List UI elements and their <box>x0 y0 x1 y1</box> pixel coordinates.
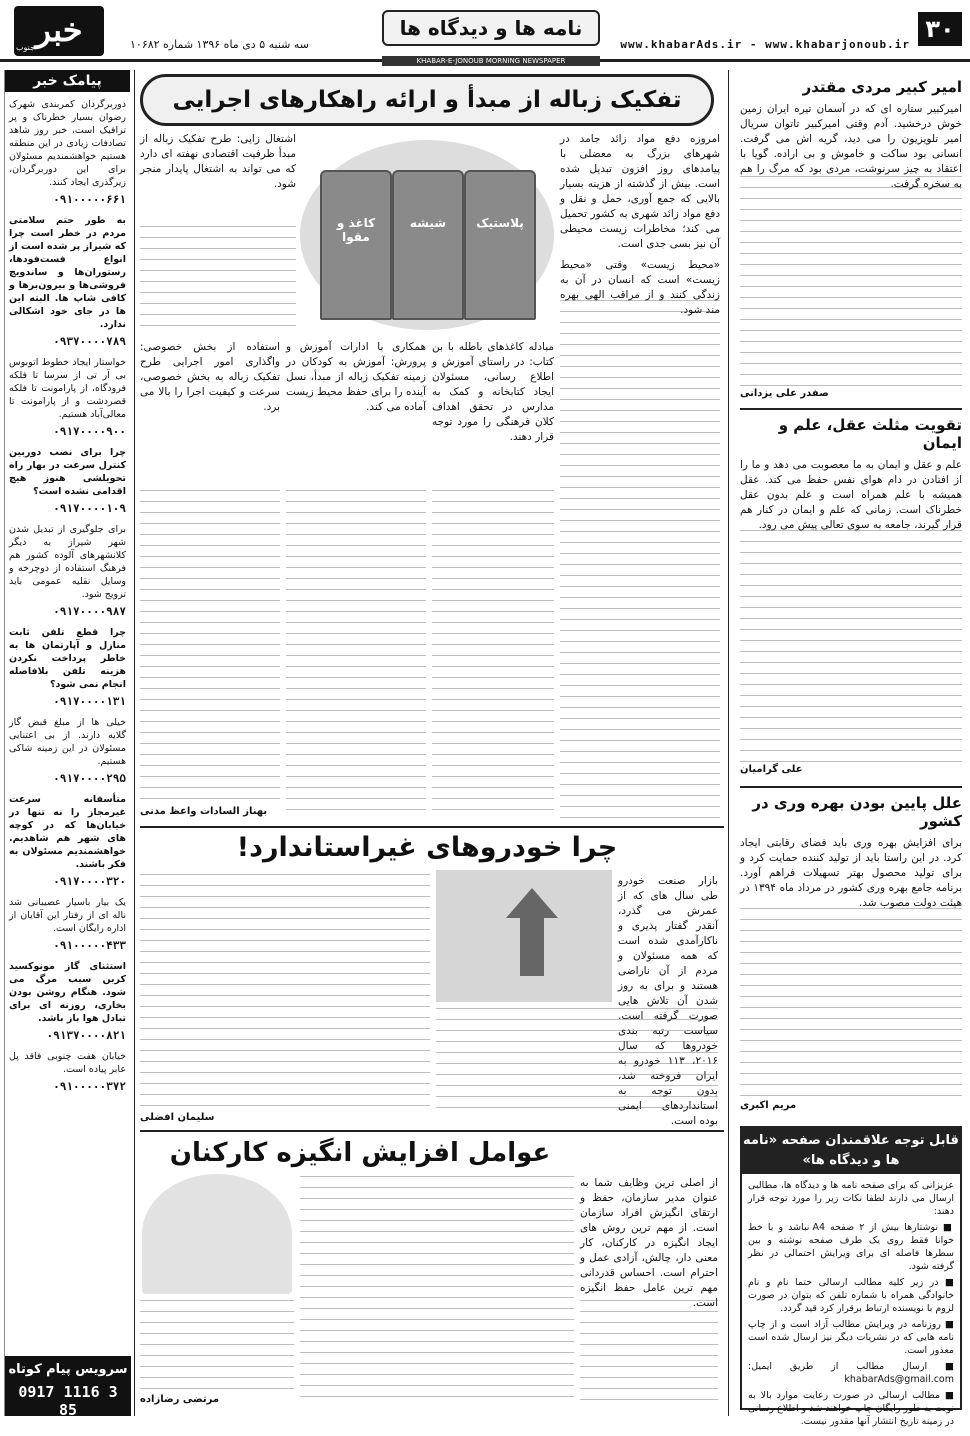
author-name: مریم اکبری <box>740 1100 797 1111</box>
sms-message: خیلی ها از مبلغ قبض گاز گلایه دارند. از بی اعتنایی مسئولان در این زمینه شاکی هستیم. <box>9 717 126 767</box>
bin-paper <box>320 170 392 320</box>
sms-phone-number: ۰۹۱۰۰۰۰۰۶۶۱ <box>53 193 126 206</box>
sms-phone-number: ۰۹۱۷۰۰۰۰۲۹۵ <box>53 772 126 785</box>
author-name: صفدر علی یزدانی <box>740 388 829 399</box>
article-productivity <box>740 794 962 914</box>
sms-column <box>4 70 130 1419</box>
sms-message: خیابان هفت چنوبی فاقد پل عابر پیاده است. <box>9 1051 126 1075</box>
masthead <box>0 0 970 62</box>
lead-paragraph: اشتغال زایی: طرح تفکیک زباله از مبدأ ظرفیت اقتصادی نهفته ای دارد که می تواند به اشتغال پایدار منجر شود. <box>140 133 296 190</box>
sms-message: چرا قطع تلفن ثابت منازل و آپارتمان ها به خاطر پرداخت نکردن هزینه تلفن بلافاصله انجام نمی شود؟ <box>9 627 126 690</box>
sms-service-number: 0917 1116 3 85 <box>18 1383 118 1419</box>
lead-column-4 <box>140 340 280 490</box>
bottom-body: از اصلی ترین وظایف شما به عنوان مدیر سازمان، حفظ و ارتقای انگیزش افراد سازمان است. از مهم ترین روش های ایجاد انگیزه در کارکنان، کار معنی دار، چالش، آزادی عمل و احترام است. احساس قدردانی مهم ترین عامل حفظ انگیزه است. <box>580 1177 718 1309</box>
bin-label: شیشه <box>409 216 447 230</box>
sms-message: یک بیار باسیار عصیبانی شد ناله ای از رفتار این آقایان از اداره رایگان است. <box>9 897 126 934</box>
text-block <box>300 1176 574 1406</box>
page-number: ۳۰ <box>918 12 962 46</box>
sms-phone-number: ۰۹۱۷۰۰۰۰۹۰۰ <box>53 425 126 438</box>
article-title: امیر کبیر مردی مقتدر <box>802 78 962 96</box>
divider <box>140 826 724 828</box>
arrow-up-icon <box>506 888 558 918</box>
lead-headline: تفکیک زباله از مبدأ و ارائه راهکارهای اجرایی <box>140 74 714 126</box>
text-block <box>140 226 296 330</box>
issue-info: سه شنبه ۵ دی ماه ۱۳۹۶ شماره ۱۰۶۸۲ <box>130 38 309 51</box>
bottom-author <box>140 1394 294 1408</box>
bin-plastic <box>464 170 536 320</box>
text-block <box>140 1300 294 1390</box>
sms-phone-number: ۰۹۱۰۰۰۰۰۴۳۳ <box>53 939 126 952</box>
sms-title: پیامک خبر <box>5 70 130 92</box>
lead-author <box>140 806 280 820</box>
text-block <box>140 874 430 1110</box>
site-urls[interactable]: www.khabarAds.ir - www.khabarjonoub.ir <box>620 38 910 51</box>
mid-headline: چرا خودروهای غیراستاندارد! <box>236 832 618 863</box>
notice-body <box>742 1174 960 1436</box>
article-body: علم و عقل و ایمان به ما معصوبت می دهد و ما را از افتادن در دام هوای نفس حفظ می کند. عقل همیشه با علم همراه است و علم بدون عقل خطرناک است. زمانی که علم و ایمان در کنار هم قرار گیرند، جامعه به سوی تعالی پیش می رود. <box>740 459 962 531</box>
text-block <box>286 490 426 820</box>
notice-item: ■ نوشتارها بیش از ۲ صفحه A4 نباشد و با خط خوانا فقط روی یک طرف صفحه نوشته و بین سطرها فاصله ای برای ویرایش احتمالی در نظر گرفته شود. <box>748 1222 955 1272</box>
bin-label: پلاستیک <box>476 216 524 230</box>
sms-message: چرا برای نصب دوربین کنترل سرعت در بهار راه تحویلشی هنوز هیچ اقدامی نشده است؟ <box>9 447 126 497</box>
cars-image <box>436 870 612 1002</box>
article-author <box>740 764 962 778</box>
notice-box <box>740 1126 962 1427</box>
divider <box>740 408 962 410</box>
notice-item: ■ مطالب ارسالی در صورت رعایت موارد بالا به نوبت به طور رایگان چاپ خواهند شد و اطلاع رسانی در زمینه تاریخ انتشار آنها مقدور نیست. <box>748 1390 954 1427</box>
mid-author <box>140 1112 300 1126</box>
sms-phone-number: ۰۹۳۷۰۰۰۰۷۸۹ <box>53 335 126 348</box>
article-body: برای افزایش بهره وری باید فضای رقابتی ایجاد کرد. در این راستا باید از تولید کننده حمایت کرد و برای تولید محصول بهتر تسهیلات فراهم آورد. برنامه جامع بهره وری کشور در مرداد ماه ۱۳۹۴ در هیئت دولت مصوب شد. <box>740 837 962 909</box>
notice-item: ■ در زیر کلیه مطالب ارسالی حتما نام و نام خانوادگی همراه با شماره تلفن که بتوان در صورت لزوم با نویسنده ارتباط برقرار کرد قید گردد. <box>748 1277 954 1314</box>
lead-paragraph: همکاری با ادارات آموزش و پرورش: آموزش به کودکان در زمینه تفکیک زباله از مبدأ، نسل آینده را برای حفظ محیط زیست آماده می کند. <box>286 341 426 413</box>
lead-paragraph: مبادله کاغذهای باطله با بن کتاب: در راستای آموزش و اطلاع رسانی، مسئولان ایجاد کتابخانه و کمک به مدارس در تحقق اهداف کلان فرهنگی را مورد توجه قرار دهند. <box>432 341 554 443</box>
sms-message: برای جلوگیری از تبدیل شدن شهر شیراز به دیگر کلانشهرهای آلوده کشور هم فرهنگ استفاده از دوچرخه و وسایل نقلیه عمومی باید ترویج شود. <box>9 524 126 600</box>
column-divider <box>134 70 135 1416</box>
bin-glass <box>392 170 464 320</box>
lead-column-3 <box>286 340 426 490</box>
text-block <box>740 908 962 1098</box>
sms-phone-number: ۰۹۱۷۰۰۰۰۱۰۹ <box>53 502 126 515</box>
text-block <box>140 490 280 800</box>
section-title: نامه ها و دیدگاه ها <box>382 10 600 46</box>
lead-paragraph: «محیط زیست» وقتی «محیط زیست» است که انسان در آن به زندگی کنند و از مراقب الهی بهره مند شود. <box>560 259 720 316</box>
notice-item: عزیزانی که برای صفحه نامه ها و دیدگاه ها، مطالبی ارسال می دارند لطفا نکات زیر را مورد توجه قرار دهند: <box>748 1180 954 1217</box>
bottom-headline: عوامل افزایش انگیزه کارکنان <box>169 1138 551 1168</box>
sms-message: به طور حتم سلامتی مردم در خطر است چرا که شیراز پر شده است از انواع فست‌فودها، رستوران‌ها و ساندویچ فروشی‌ها و بیرون‌برها و کافی شاپ ها. البته این ها در جای خود اشکالی ندارد. <box>9 215 126 330</box>
article-title: تقویت مثلث عقل، علم و ایمان <box>778 416 962 452</box>
lead-paragraph: امروزه دفع مواد زائد جامد در شهرهای بزرگ به معضلی با پیامدهای روز افزون تبدیل شده است. بیش از گذشته از هزینه بسیار بالایی که جمع آوری، حمل و نقل و دفع مواد زائد شهری به کشور تحمیل می کند؛ مخاطرات زیست محیطی آن نیز بسی جدی است. <box>560 133 720 250</box>
bottom-column-1 <box>580 1176 718 1309</box>
sms-service-title: سرویس پیام کوتاه <box>8 1362 128 1377</box>
sms-message: دوربرگردان کمربندی شهرک رضوان بسیار خطرناک و پر ترافیک است، خبر روز شاهد تصادفات زیادی در این منطقه هستیم خواهشمندیم مسئولان برای این دوربرگردان، زیرگذری ایجاد کنند. <box>9 99 126 188</box>
recycle-bins-image <box>300 140 554 330</box>
article-body: امیرکبیر ستاره ای که در آسمان تیره ایران زمین خوش درخشید. آدم وقتی امیرکبیر تاتوان سریال امیر تلویزیون را می دید، گریه اش می گرفت. انسانی بود ساکت و خاموش و بی اراده. گویا با اعتقاد به چیز سرنوشت، مردی بود که مرگ را هم به سخره گرفت. <box>740 103 962 190</box>
sms-message: خواستار ایجاد خطوط اتوبوس بی آر تی از سرسا تا فلکه فرودگاه، از پارامونت تا فلکه قصردشت و از پارامونت تا معالی‌آباد هستیم. <box>9 357 126 420</box>
sms-phone-number: ۰۹۱۷۰۰۰۰۹۸۷ <box>53 605 126 618</box>
text-block <box>580 1300 718 1406</box>
sms-list <box>5 96 130 1099</box>
lead-column-2 <box>432 340 554 490</box>
article-aql-elm-iman <box>740 416 962 536</box>
divider <box>140 1130 724 1132</box>
text-block <box>740 176 962 386</box>
article-author <box>740 388 962 402</box>
sms-message: متأسفانه سرعت غیرمجاز را نه تنها در خیابان‌ها که در کوچه های شهر هم شاهدیم. خواهشمندیم مسئولان به فکر باشند. <box>9 794 126 870</box>
author-name: مرتضی رضازاده <box>140 1394 220 1405</box>
sms-phone-number: ۰۹۱۰۰۰۰۰۳۷۲ <box>53 1080 126 1093</box>
logo-subtitle: جنوب <box>16 43 36 52</box>
text-block <box>436 1008 718 1108</box>
teamwork-image <box>142 1174 292 1294</box>
strapline: KHABAR-E-JONOUB MORNING NEWSPAPER <box>382 56 600 66</box>
notice-item: ■ ارسال مطالب از طریق ایمیل: khabarAds@gmail.com <box>748 1361 954 1385</box>
notice-item: ■ روزنامه در ویرایش مطالب آزاد است و از چاپ نامه هایی که در نشریات دیگر نیز ارسال شده است معذور است. <box>748 1319 954 1356</box>
mid-body: بازار صنعت خودرو طی سال های که از عمرش می گذرد، آنقدر گفتار پذیری و ناکارآمدی شده است که همه مسئولان و مردم از آن ناراضی هستند و برای به روز شدن آن تلاش هایی صورت گرفته است. سیاست رتبه بندی خودروها که سال ۲۰۱۶، ۱۱۳ خودرو به ایران فروخته شد، بدون توجه به استانداردهای ایمنی بوده است. <box>618 875 718 1127</box>
newspaper-logo: خبر <box>14 6 104 56</box>
text-block <box>740 530 962 762</box>
sms-message: استثنای گاز مونوکسید کربن سبب مرگ می شود. هنگام روشن بودن بخاری، روزنه ای برای تبادل هوا باز باشد. <box>9 961 126 1024</box>
lead-paragraph: استفاده از بخش خصوصی: واگذاری امور اجرایی طرح تفکیک زباله به بخش خصوصی، سرعت و کیفیت اجرا را بالا می برد. <box>140 341 280 413</box>
text-block <box>432 490 554 820</box>
author-name: علی گرامیان <box>740 764 803 775</box>
text-block <box>560 300 720 822</box>
bin-label: کاغذ و مقوا <box>336 216 376 244</box>
sms-phone-number: ۰۹۱۳۷۰۰۰۰۸۲۱ <box>46 1029 126 1042</box>
column-divider <box>728 70 729 1416</box>
sms-phone-number: ۰۹۱۷۰۰۰۰۱۳۱ <box>53 695 126 708</box>
author-name: بهناز السادات واعظ مدنی <box>140 806 268 817</box>
mid-column-1 <box>618 874 718 1127</box>
divider <box>740 786 962 788</box>
article-author <box>740 1100 962 1114</box>
author-name: سلیمان افضلی <box>140 1112 215 1123</box>
notice-title: قابل توجه علاقمندان صفحه «نامه ها و دیدگاه ها» <box>742 1128 960 1174</box>
sms-phone-number: ۰۹۱۷۰۰۰۰۳۲۰ <box>53 875 126 888</box>
arrow-shaft <box>520 916 544 976</box>
article-title: علل پایین بودن بهره وری در کشور <box>752 794 962 830</box>
sms-service-box <box>5 1356 131 1419</box>
